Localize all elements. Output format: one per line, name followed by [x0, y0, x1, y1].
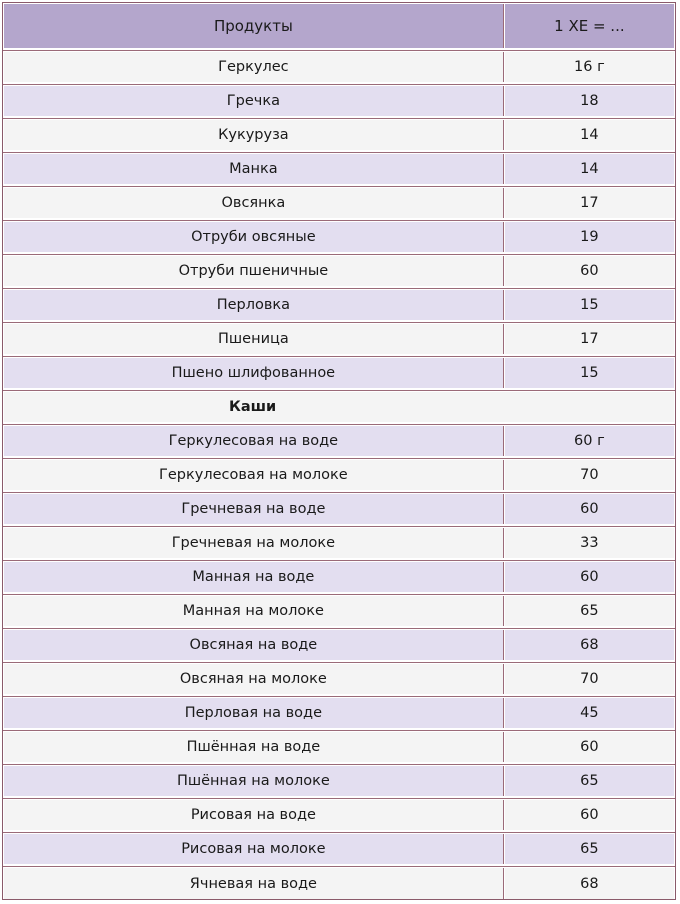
product-name: Манка: [4, 154, 504, 184]
xe-value: 60 г: [505, 426, 674, 456]
xe-value: 60: [505, 494, 674, 524]
xe-value: 19: [505, 222, 674, 252]
xe-value: 68: [505, 630, 674, 660]
xe-value: 17: [505, 324, 674, 354]
xe-value: 45: [505, 698, 674, 728]
table-row: [3, 663, 675, 697]
product-name: Кукуруза: [4, 120, 504, 150]
table-row: [3, 323, 675, 357]
xe-value: 60: [505, 562, 674, 592]
xe-value: 33: [505, 528, 674, 558]
xe-value: 14: [505, 120, 674, 150]
table-row: [3, 459, 675, 493]
product-name: Овсяная на молоке: [4, 664, 504, 694]
product-name: Геркулесовая на воде: [4, 426, 504, 456]
product-name: Перловка: [4, 290, 504, 320]
table-row: [3, 255, 675, 289]
product-name: Овсяная на воде: [4, 630, 504, 660]
product-name: Отруби овсяные: [4, 222, 504, 252]
table-row: [3, 289, 675, 323]
xe-value: 15: [505, 290, 674, 320]
table-row: [3, 629, 675, 663]
xe-value: 65: [505, 766, 674, 796]
table-header-row: [3, 3, 675, 51]
section-title: Каши: [4, 392, 674, 422]
xe-value: 70: [505, 664, 674, 694]
product-name: Гречневая на молоке: [4, 528, 504, 558]
section-row-kashi: [3, 391, 675, 425]
product-name: Гречка: [4, 86, 504, 116]
table-row: [3, 527, 675, 561]
table-row: [3, 595, 675, 629]
product-name: Пшено шлифованное: [4, 358, 504, 388]
xe-value: 17: [505, 188, 674, 218]
xe-value: 16 г: [505, 52, 674, 82]
bread-units-table: [2, 2, 676, 900]
xe-value: 18: [505, 86, 674, 116]
table-row: [3, 561, 675, 595]
table-row: [3, 833, 675, 867]
table-row: [3, 867, 675, 901]
product-name: Перловая на воде: [4, 698, 504, 728]
product-name: Пшённая на молоке: [4, 766, 504, 796]
product-name: Рисовая на молоке: [4, 834, 504, 864]
product-name: Отруби пшеничные: [4, 256, 504, 286]
table-row: [3, 697, 675, 731]
header-xe: 1 ХЕ = ...: [505, 4, 674, 48]
table-row: [3, 493, 675, 527]
product-name: Овсянка: [4, 188, 504, 218]
table-row: [3, 221, 675, 255]
xe-value: 14: [505, 154, 674, 184]
xe-value: 60: [505, 800, 674, 830]
product-name: Ячневая на воде: [4, 868, 504, 899]
table-row: [3, 357, 675, 391]
product-name: Манная на молоке: [4, 596, 504, 626]
table-row: [3, 799, 675, 833]
table-row: [3, 425, 675, 459]
product-name: Манная на воде: [4, 562, 504, 592]
xe-value: 15: [505, 358, 674, 388]
table-row: [3, 765, 675, 799]
xe-value: 68: [505, 868, 674, 899]
product-name: Пшеница: [4, 324, 504, 354]
table-row: [3, 153, 675, 187]
product-name: Пшённая на воде: [4, 732, 504, 762]
table-row: [3, 85, 675, 119]
xe-value: 60: [505, 732, 674, 762]
table-row: [3, 51, 675, 85]
table-row: [3, 187, 675, 221]
header-product: Продукты: [4, 4, 504, 48]
product-name: Рисовая на воде: [4, 800, 504, 830]
xe-value: 60: [505, 256, 674, 286]
product-name: Геркулесовая на молоке: [4, 460, 504, 490]
xe-value: 65: [505, 596, 674, 626]
product-name: Гречневая на воде: [4, 494, 504, 524]
table-row: [3, 731, 675, 765]
xe-value: 65: [505, 834, 674, 864]
table-row: [3, 119, 675, 153]
product-name: Геркулес: [4, 52, 504, 82]
xe-value: 70: [505, 460, 674, 490]
